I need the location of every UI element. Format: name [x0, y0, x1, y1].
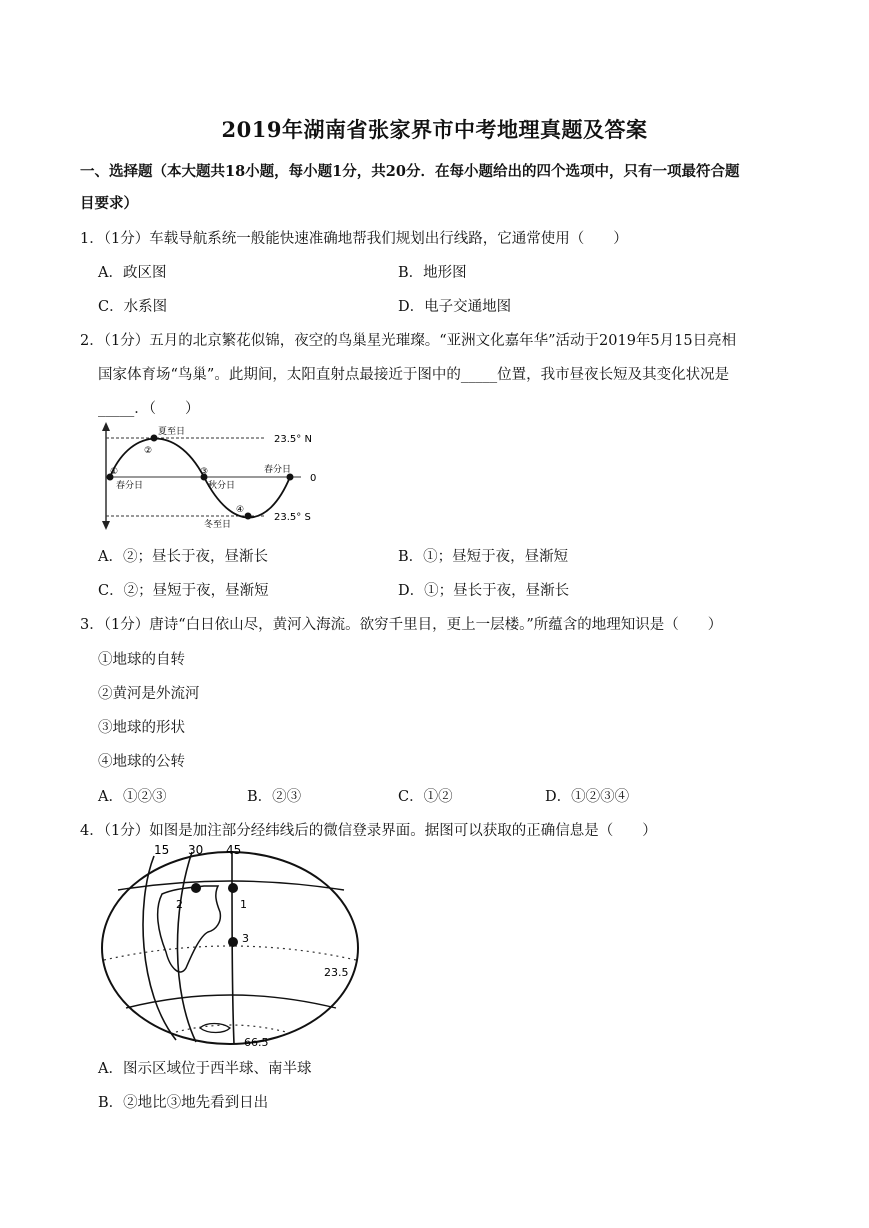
point-3 [228, 937, 238, 947]
axis-arrow-up-icon [102, 422, 110, 431]
southern-landmass [200, 1024, 230, 1033]
marker-1: ① [110, 467, 119, 477]
point-1 [228, 883, 238, 893]
label-lat-23: 23.5 [324, 966, 349, 979]
label-point-3: 3 [242, 932, 249, 945]
axis-arrow-down-icon [102, 521, 110, 530]
question-3-item-3: ③地球的形状 [98, 720, 185, 736]
question-2-option-b: B．①；昼短于夜，昼渐短 [398, 549, 569, 565]
question-2-option-d: D．①；昼长于夜，昼渐长 [398, 583, 570, 599]
question-4-option-b: B．②地比③地先看到日出 [98, 1095, 269, 1111]
label-lon-30: 30 [188, 843, 204, 857]
sun-path-curve [110, 439, 290, 518]
question-4-option-a: A．图示区域位于西半球、南半球 [98, 1061, 312, 1077]
question-3-option-b: B．②③ [247, 789, 302, 805]
question-1-option-c: C．水系图 [98, 299, 168, 315]
solar-declination-figure [96, 420, 336, 532]
label-lon-45: 45 [226, 843, 242, 857]
document-title: 2019年湖南省张家界市中考地理真题及答案 [221, 117, 648, 142]
question-2-option-a: A．②；昼长于夜，昼渐长 [98, 549, 268, 565]
question-1-option-b: B．地形图 [398, 265, 467, 281]
label-winter: 冬至日 [204, 520, 232, 530]
label-north-latitude: 23.5° N [274, 434, 312, 445]
question-1-stem: 1．（1分）车载导航系统一般能快速准确地帮我们规划出行线路，它通常使用（ ） [80, 231, 628, 247]
marker-4: ④ [236, 505, 245, 515]
question-3-item-4: ④地球的公转 [98, 754, 185, 770]
question-3-option-c: C．①② [398, 789, 453, 805]
question-3-option-a: A．①②③ [98, 789, 167, 805]
section-heading-line1: 一、选择题（本大题共18小题，每小题1分，共20分．在每小题给出的四个选项中，只有一项最符合题 [80, 163, 740, 180]
point-2 [151, 435, 158, 442]
marker-2: ② [144, 446, 153, 456]
parallel-polar [176, 1025, 286, 1032]
point-2 [191, 883, 201, 893]
question-2-stem-line3: _____．（ ） [98, 401, 200, 417]
question-1-option-a: A．政区图 [98, 265, 167, 281]
question-3-item-2: ②黄河是外流河 [98, 686, 200, 702]
question-4-stem: 4．（1分）如图是加注部分经纬线后的微信登录界面。据图可以获取的正确信息是（ ） [80, 823, 657, 839]
label-point-1: 1 [240, 898, 247, 911]
label-spring-left: 春分日 [116, 481, 144, 491]
label-point-2: 2 [176, 898, 183, 911]
point-4 [245, 513, 252, 520]
question-2-option-c: C．②；昼短于夜，昼渐短 [98, 583, 269, 599]
label-lat-66: 66.5 [244, 1036, 269, 1049]
label-spring-right: 春分日 [264, 465, 292, 475]
question-3-option-d: D．①②③④ [545, 789, 630, 805]
parallel-tropic [104, 946, 356, 960]
question-2-stem-line1: 2．（1分）五月的北京繁花似锦，夜空的鸟巢星光璀璨。“亚洲文化嘉年华”活动于2019年5月15日亮相 [80, 333, 737, 349]
globe-figure [96, 842, 366, 1050]
label-zero: 0 [310, 473, 317, 484]
question-1-option-d: D．电子交通地图 [398, 299, 512, 315]
section-heading-line2: 目要求） [80, 195, 138, 212]
label-lon-15: 15 [154, 843, 170, 857]
label-south-latitude: 23.5° S [274, 512, 311, 523]
question-2-stem-line2: 国家体育场“鸟巢”。此期间，太阳直射点最接近于图中的_____位置，我市昼夜长短及其变化状况是 [98, 367, 730, 383]
label-autumn: 秋分日 [208, 481, 236, 491]
question-3-stem: 3．（1分）唐诗“白日依山尽，黄河入海流。欲穷千里目，更上一层楼。”所蕴含的地理知识是（ ） [80, 617, 723, 633]
continent-outline [158, 886, 221, 972]
question-3-item-1: ①地球的自转 [98, 652, 185, 668]
marker-3: ③ [200, 467, 209, 477]
label-summer: 夏至日 [158, 427, 186, 437]
